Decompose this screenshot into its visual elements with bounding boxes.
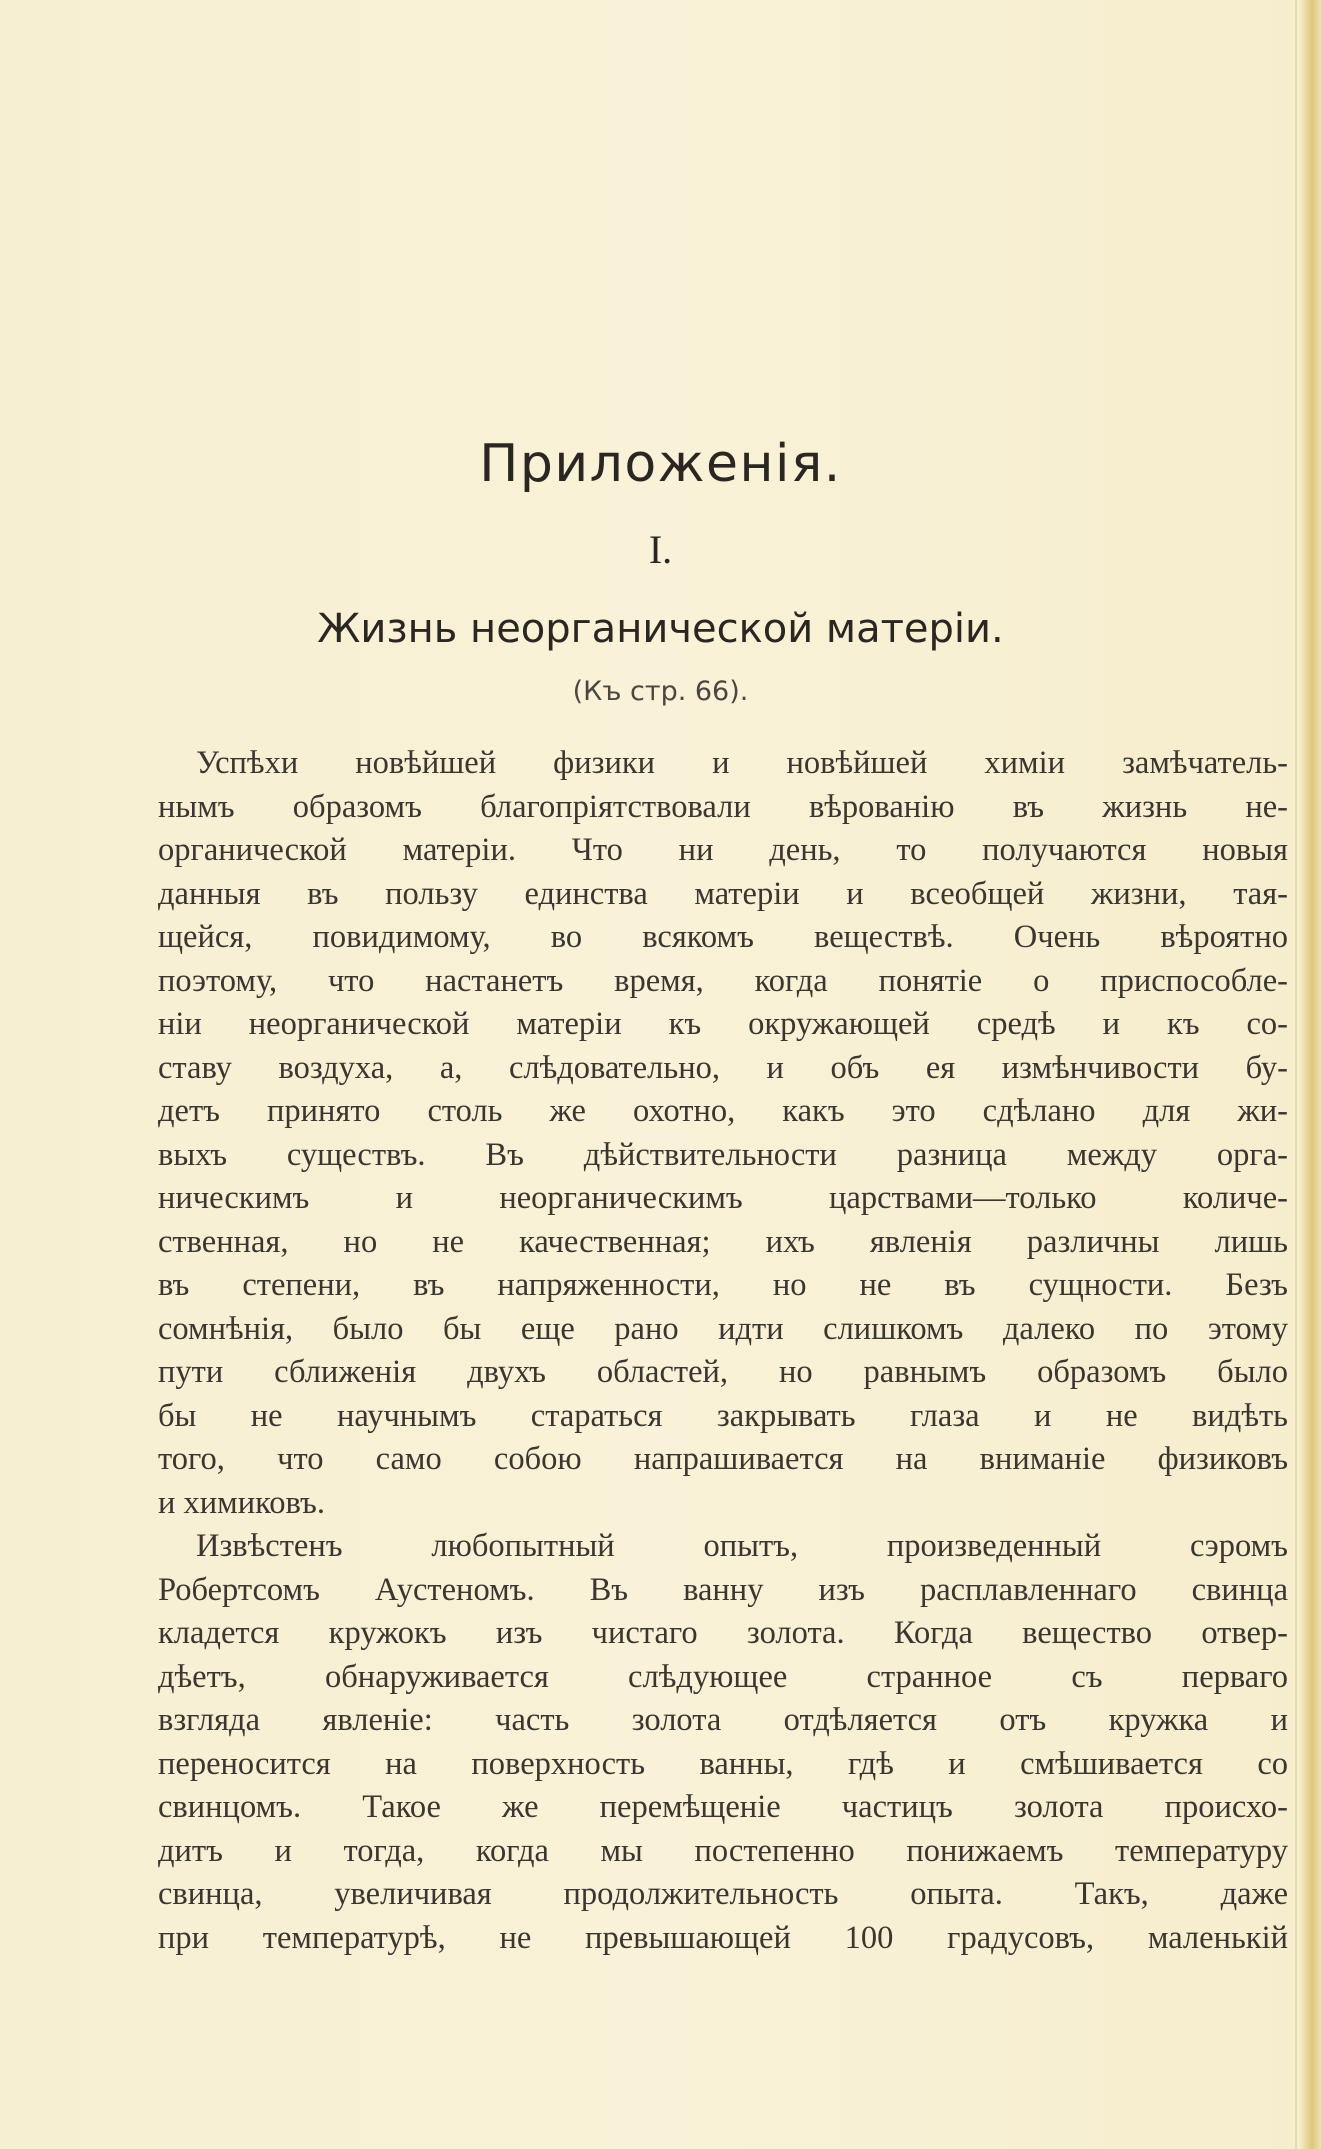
text-line: взгляда явленіе: часть золота отдѣляется отъ кружка и xyxy=(158,1702,1288,1738)
page-edge-shadow xyxy=(1295,0,1297,2149)
text-line: того, что само собою напрашивается на вниманіе физиковъ xyxy=(158,1441,1288,1477)
text-line: выхъ существъ. Въ дѣйствительности разница между орга- xyxy=(158,1136,1288,1173)
text-line: Успѣхи новѣйшей физики и новѣйшей химіи замѣчатель- xyxy=(196,745,1288,781)
text-line: при температурѣ, не превышающей 100 градусовъ, маленькій xyxy=(158,1919,1288,1956)
text-line: свинца, увеличивая продолжительность опыта. Такъ, даже xyxy=(158,1876,1288,1912)
text-line: данныя въ пользу единства матеріи и всеобщей жизни, тая- xyxy=(158,875,1288,912)
text-line: дѣетъ, обнаруживается слѣдующее странное съ перваго xyxy=(158,1658,1288,1695)
section-number: I. xyxy=(648,527,673,572)
paragraph xyxy=(158,742,1288,1525)
text-line: переносится на поверхность ванны, гдѣ и смѣшивается со xyxy=(158,1745,1288,1782)
text-line: ственная, но не качественная; ихъ явленія различны лишь xyxy=(158,1223,1288,1260)
text-line: детъ принято столь же охотно, какъ это сдѣлано для жи- xyxy=(158,1093,1288,1129)
text-line: Извѣстенъ любопытный опытъ, произведенный сэромъ xyxy=(196,1528,1288,1564)
text-line: свинцомъ. Такое же перемѣщеніе частицъ золота происхо- xyxy=(158,1789,1288,1825)
text-line: сомнѣнія, было бы еще рано идти слишкомъ далеко по этому xyxy=(158,1310,1288,1347)
text-line: ставу воздуха, а, слѣдовательно, и объ ея измѣнчивости бу- xyxy=(158,1049,1288,1086)
text-line: въ степени, въ напряженности, но не въ сущности. Безъ xyxy=(158,1267,1288,1303)
text-line: ническимъ и неорганическимъ царствами—только количе- xyxy=(158,1180,1288,1216)
text-line: дитъ и тогда, когда мы постепенно понижаемъ температуру xyxy=(158,1832,1288,1869)
page-title: Приложенія. xyxy=(479,434,842,494)
text-line: нымъ образомъ благопріятствовали вѣрованію въ жизнь не- xyxy=(158,788,1288,825)
text-line: бы не научнымъ стараться закрывать глаза и не видѣть xyxy=(158,1397,1288,1434)
text-line: поэтому, что настанетъ время, когда понятіе о приспособле- xyxy=(158,962,1288,999)
text-line: Робертсомъ Аустеномъ. Въ ванну изъ расплавленнаго свинца xyxy=(158,1571,1288,1608)
section-title: Жизнь неорганической матеріи. xyxy=(317,606,1004,652)
page-reference: (Къ стр. 66). xyxy=(572,676,749,707)
text-line: пути сближенія двухъ областей, но равнымъ образомъ было xyxy=(158,1354,1288,1390)
text-line: и химиковъ. xyxy=(158,1484,325,1521)
text-line: органической матеріи. Что ни день, то получаются новыя xyxy=(158,832,1288,868)
paragraph xyxy=(158,1525,1288,1960)
text-line: ніи неорганической матеріи къ окружающей средѣ и къ со- xyxy=(158,1006,1288,1042)
page-edge xyxy=(1299,0,1321,2149)
body-text xyxy=(158,742,1288,1960)
text-line: щейся, повидимому, во всякомъ веществѣ. Очень вѣроятно xyxy=(158,919,1288,955)
text-line: кладется кружокъ изъ чистаго золота. Когда вещество отвер- xyxy=(158,1615,1288,1651)
